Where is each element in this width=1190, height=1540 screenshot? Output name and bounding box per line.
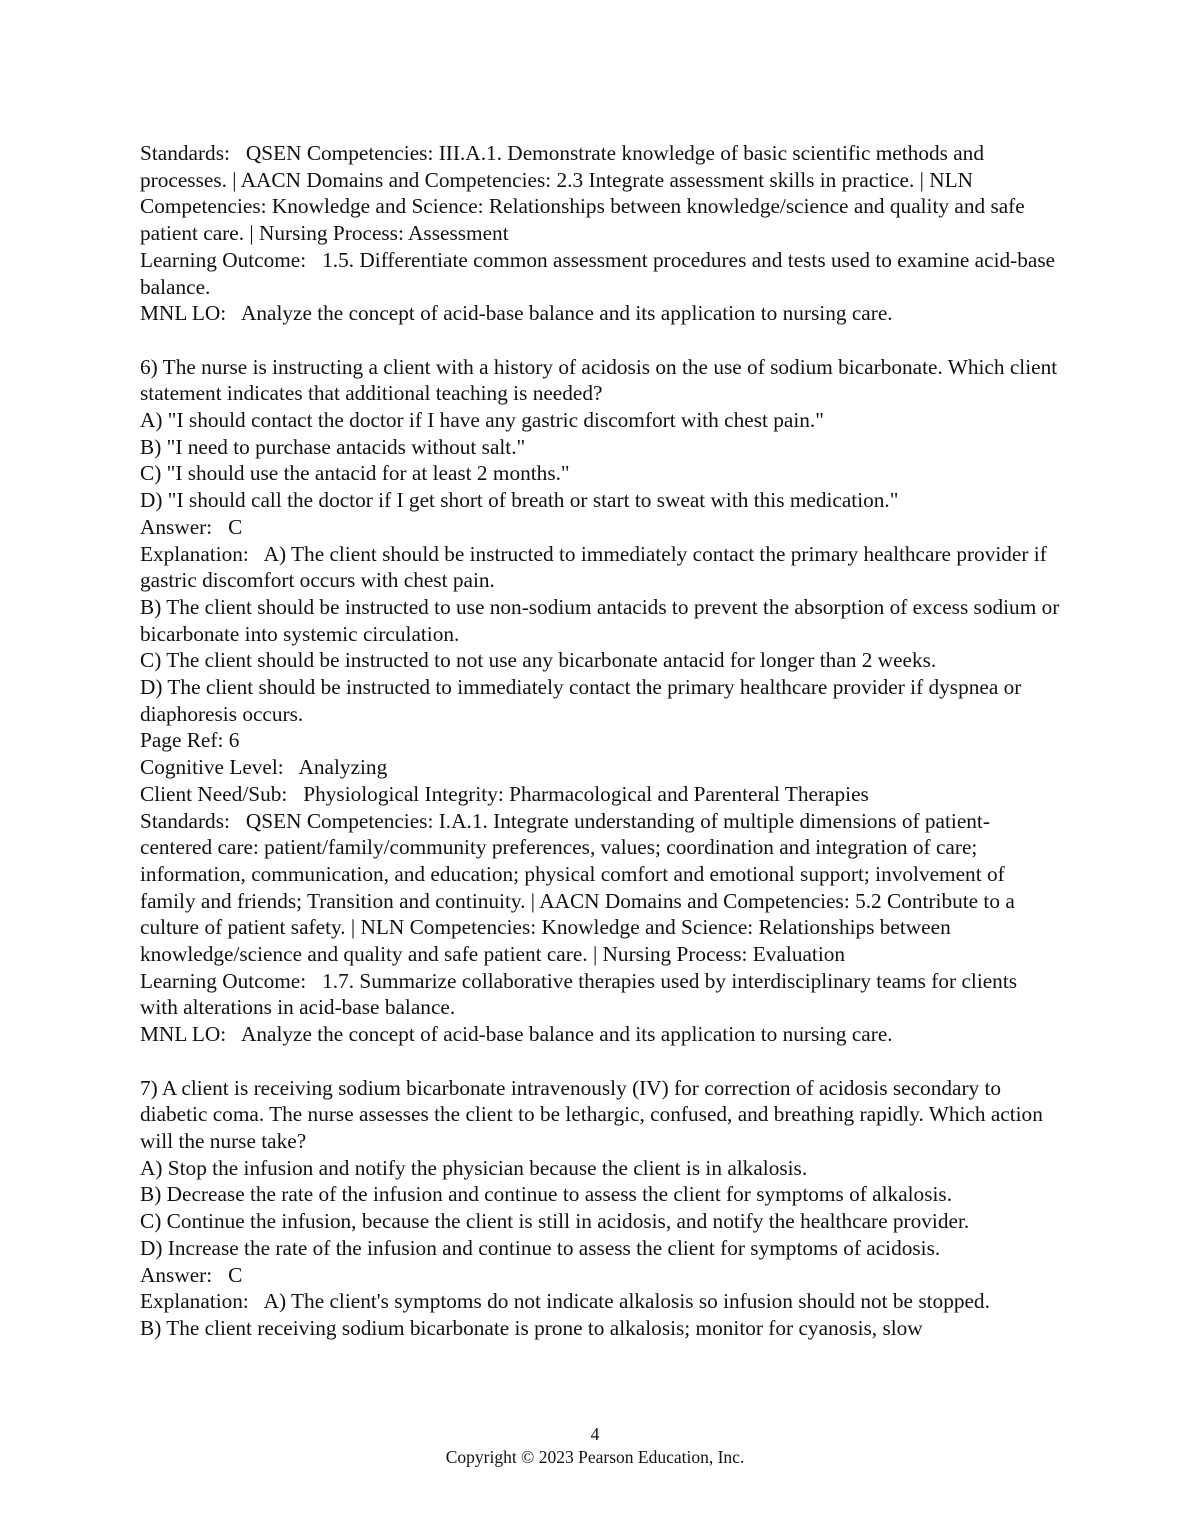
- option-b: B) Decrease the rate of the infusion and continue to assess the client for symptoms of alkalosis.: [140, 1182, 953, 1207]
- mnl-lo: MNL LO: Analyze the concept of acid-base balance and its application to nursing care.: [140, 1022, 893, 1047]
- explanation-d: D) The client should be instructed to immediately contact the primary healthcare provider if dyspnea or diaphoresis occurs.: [140, 675, 1027, 726]
- prev-mnl-lo: MNL LO: Analyze the concept of acid-base balance and its application to nursing care.: [140, 301, 893, 326]
- question-stem: 7) A client is receiving sodium bicarbonate intravenously (IV) for correction of acidosis secondary to diabetic coma. The nurse assesses the client to be lethargic, confused, and breathing rapidly. Which action will the nurse take?: [140, 1075, 1049, 1153]
- option-a: A) "I should contact the doctor if I have any gastric discomfort with chest pain.": [140, 408, 824, 433]
- explanation-a: Explanation: A) The client should be instructed to immediately contact the primary healthcare provider if gastric discomfort occurs with chest pain.: [140, 541, 1053, 593]
- option-d: D) "I should call the doctor if I get short of breath or start to sweat with this medication.": [140, 488, 899, 513]
- cognitive-level: Cognitive Level: Analyzing: [140, 755, 388, 780]
- option-c: C) "I should use the antacid for at least 2 months.": [140, 461, 570, 486]
- option-d: D) Increase the rate of the infusion and continue to assess the client for symptoms of acidosis.: [140, 1235, 941, 1260]
- answer: Answer: C: [140, 1262, 243, 1287]
- document-body: [140, 140, 1065, 1342]
- question-7: [140, 1075, 1060, 1342]
- explanation-c: C) The client should be instructed to not use any bicarbonate antacid for longer than 2 weeks.: [140, 648, 937, 673]
- question-6: [140, 354, 1065, 1048]
- standards: Standards: QSEN Competencies: I.A.1. Integrate understanding of multiple dimensions of patient-centered care: patient/family/community preferences, values; coordination and integration of care; information, communication, and education; physical comfort and emotional support; involvement of family and friends; Transition and continuity. | AACN Domains and Competencies: 5.2 Contribute to a culture of patient safety. | NLN Competencies: Knowledge and Science: Relationships between knowledge/science and quality and safe patient care. | Nursing Process: Evaluation: [140, 808, 1021, 967]
- page-ref: Page Ref: 6: [140, 728, 240, 753]
- copyright-notice: Copyright © 2023 Pearson Education, Inc.: [445, 1447, 745, 1467]
- client-need: Client Need/Sub: Physiological Integrity: Pharmacological and Parenteral Therapies: [140, 781, 869, 806]
- explanation-b: B) The client receiving sodium bicarbonate is prone to alkalosis; monitor for cyanosis, slow: [140, 1315, 923, 1340]
- page-number: 4: [590, 1424, 600, 1444]
- prev-standards: Standards: QSEN Competencies: III.A.1. Demonstrate knowledge of basic scientific methods and processes. | AACN Domains and Competencies: 2.3 Integrate assessment skills in practice. | NLN Competencies: Knowledge and Science: Relationships between knowledge/science and quality and safe patient care. | Nursing Process: Assessment: [140, 141, 1031, 246]
- explanation-b: B) The client should be instructed to use non-sodium antacids to prevent the absorption of excess sodium or bicarbonate into systemic circulation.: [140, 594, 1065, 646]
- option-a: A) Stop the infusion and notify the physician because the client is in alkalosis.: [140, 1155, 808, 1180]
- learning-outcome: Learning Outcome: 1.7. Summarize collaborative therapies used by interdisciplinary teams for clients with alterations in acid-base balance.: [140, 968, 1023, 1020]
- option-c: C) Continue the infusion, because the client is still in acidosis, and notify the healthcare provider.: [140, 1209, 970, 1234]
- answer: Answer: C: [140, 514, 243, 539]
- explanation-a: Explanation: A) The client's symptoms do not indicate alkalosis so infusion should not be stopped.: [140, 1289, 990, 1314]
- option-b: B) "I need to purchase antacids without salt.": [140, 434, 526, 459]
- prev-learning-outcome: Learning Outcome: 1.5. Differentiate common assessment procedures and tests used to examine acid-base balance.: [140, 247, 1061, 299]
- question-stem: 6) The nurse is instructing a client with a history of acidosis on the use of sodium bicarbonate. Which client statement indicates that additional teaching is needed?: [140, 354, 1063, 406]
